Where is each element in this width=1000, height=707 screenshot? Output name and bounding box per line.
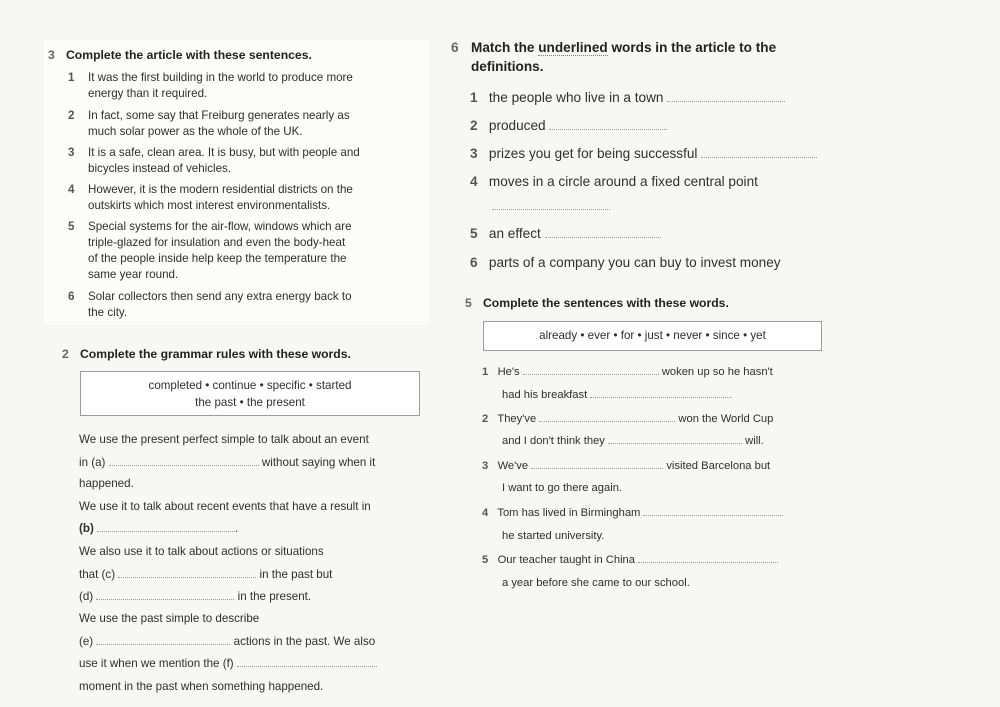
exercise-2-heading: Complete the grammar rules with these words. [80, 347, 351, 361]
item-text: same year round. [88, 268, 179, 281]
rule-text: We use the present perfect simple to talk about an event [79, 433, 369, 446]
item-text: Solar collectors then send any extra energy back to [88, 290, 352, 303]
sentence-item [502, 530, 604, 542]
item-number: 6 [68, 290, 75, 303]
item-number: 1 [482, 366, 489, 378]
answer-blank[interactable] [539, 420, 675, 422]
item-number: 1 [470, 90, 478, 105]
sentence-item [482, 507, 783, 519]
item-number: 6 [470, 255, 478, 270]
rule-text-part: in the present. [237, 590, 312, 603]
answer-blank[interactable] [608, 442, 742, 444]
definition-item [470, 90, 785, 105]
rule-text-part: without saying when it [261, 456, 376, 469]
sentence-text: will. [745, 435, 764, 447]
heading-part: words in the article to the [607, 40, 777, 55]
sentence-item [482, 366, 773, 378]
rule-text: We also use it to talk about actions or situations [79, 545, 324, 558]
answer-blank[interactable] [638, 561, 778, 563]
answer-blank[interactable] [523, 373, 659, 375]
item-number: 2 [470, 118, 478, 133]
rule-text [79, 635, 375, 648]
sentence-text: and I don't think they [502, 435, 605, 447]
word-box-adverbs [483, 321, 822, 351]
item-text: outskirts which most interest environmentalists. [88, 199, 331, 212]
item-number: 1 [68, 71, 75, 84]
item-text: It is a safe, clean area. It is busy, but with people and [88, 146, 360, 159]
item-number: 4 [68, 183, 75, 196]
definition-text: parts of a company you can buy to invest money [488, 255, 781, 270]
item-text: the city. [88, 306, 128, 319]
rule-text [79, 522, 238, 535]
answer-blank[interactable] [643, 514, 783, 516]
rule-text [79, 657, 377, 670]
sentence-item [482, 460, 770, 472]
definition-text: an effect [488, 226, 541, 241]
sentence-item [502, 389, 732, 401]
sentence-text: Tom has lived in Birmingham [497, 507, 641, 519]
item-text: triple-glazed for insulation and even the body-heat [88, 236, 346, 249]
answer-blank[interactable] [492, 209, 610, 210]
definition-text: the people who live in a town [488, 90, 664, 105]
answer-blank[interactable] [549, 128, 667, 130]
item-number: 4 [482, 507, 489, 519]
item-number: 3 [68, 146, 75, 159]
sentence-text: he started university. [502, 530, 605, 542]
exercise-3-heading: Complete the article with these sentences. [66, 48, 312, 62]
definition-item [470, 118, 667, 133]
answer-blank[interactable] [590, 396, 732, 398]
sentence-item [502, 577, 690, 589]
answer-blank-a[interactable] [109, 464, 259, 466]
rule-text: We use it to talk about recent events that have a result in [79, 500, 371, 513]
rule-text-part: . [235, 522, 239, 535]
sentence-text: woken up so he hasn't [661, 366, 773, 378]
definition-item [470, 226, 661, 241]
definition-text: produced [488, 118, 546, 133]
exercise-3-number: 3 [48, 48, 55, 62]
item-number: 5 [68, 220, 75, 233]
answer-blank-b[interactable] [97, 530, 235, 532]
rule-text-part: in the past but [259, 568, 333, 581]
gap-label-f: use it when we mention the (f) [79, 657, 234, 670]
word-box-line: completed • continue • specific • started [148, 379, 352, 392]
word-box-line: the past • the present [195, 396, 305, 409]
answer-blank-e[interactable] [96, 643, 230, 645]
rule-text: We use the past simple to describe [79, 612, 260, 625]
answer-blank[interactable] [531, 467, 663, 469]
word-box-line: already • ever • for • just • never • since • yet [539, 329, 766, 342]
item-text: bicycles instead of vehicles. [88, 162, 232, 175]
item-number: 2 [482, 413, 489, 425]
item-text: Special systems for the air-flow, windows which are [88, 220, 352, 233]
item-number: 3 [482, 460, 489, 472]
gap-label-e: (e) [79, 635, 94, 648]
rule-text [79, 590, 311, 603]
definition-item [470, 255, 781, 270]
exercise-2-number: 2 [62, 347, 69, 361]
sentence-item [502, 435, 764, 447]
sentence-text: We've [497, 460, 529, 472]
sentence-text: won the World Cup [678, 413, 774, 425]
answer-blank-c[interactable] [118, 576, 256, 578]
item-number: 3 [470, 146, 478, 161]
sentence-text: He's [497, 366, 520, 378]
item-number: 5 [482, 554, 489, 566]
sentence-item [482, 413, 773, 425]
answer-blank[interactable] [667, 100, 785, 102]
sentence-text: visited Barcelona but [666, 460, 771, 472]
item-number: 5 [470, 226, 478, 241]
sentence-text: They've [497, 413, 537, 425]
rule-text: happened. [79, 477, 134, 490]
sentence-text: I want to go there again. [502, 482, 623, 494]
sentence-item [482, 554, 778, 566]
sentence-text: Our teacher taught in China [497, 554, 636, 566]
item-text: energy than it required. [88, 87, 208, 100]
sentence-text: a year before she came to our school. [502, 577, 690, 589]
item-text: In fact, some say that Freiburg generates nearly as [88, 109, 350, 122]
exercise-6-number: 6 [451, 40, 459, 55]
sentence-text: had his breakfast [502, 389, 588, 401]
answer-blank-f[interactable] [237, 665, 377, 667]
gap-label-d: (d) [79, 590, 94, 603]
word-box-grammar [80, 371, 420, 416]
definition-text: prizes you get for being successful [488, 146, 698, 161]
rule-text: moment in the past when something happened. [79, 680, 324, 693]
exercise-5-heading: Complete the sentences with these words. [483, 296, 729, 310]
exercise-6-heading [471, 40, 776, 55]
item-number: 4 [470, 174, 478, 189]
answer-blank[interactable] [701, 156, 817, 158]
definition-text: moves in a circle around a fixed central point [488, 174, 758, 189]
item-text: of the people inside help keep the temperature the [88, 252, 347, 265]
item-number: 2 [68, 109, 75, 122]
sentence-item [502, 482, 622, 494]
gap-label-b: (b) [79, 522, 94, 535]
definition-item [470, 174, 758, 189]
answer-blank-d[interactable] [96, 598, 234, 600]
heading-part: Match the [471, 40, 539, 55]
item-text: much solar power as the whole of the UK. [88, 125, 303, 138]
rule-text-part: actions in the past. We also [233, 635, 376, 648]
gap-label-c: that (c) [79, 568, 116, 581]
heading-underlined: underlined [538, 40, 608, 55]
item-text: However, it is the modern residential districts on the [88, 183, 353, 196]
answer-blank[interactable] [545, 236, 661, 238]
gap-label-a: in (a) [79, 456, 106, 469]
rule-text [79, 456, 375, 469]
rule-text [79, 568, 332, 581]
definition-item [470, 146, 817, 161]
item-text: It was the first building in the world to produce more [88, 71, 353, 84]
exercise-5-number: 5 [465, 296, 472, 310]
exercise-6-heading-line2: definitions. [471, 59, 544, 74]
